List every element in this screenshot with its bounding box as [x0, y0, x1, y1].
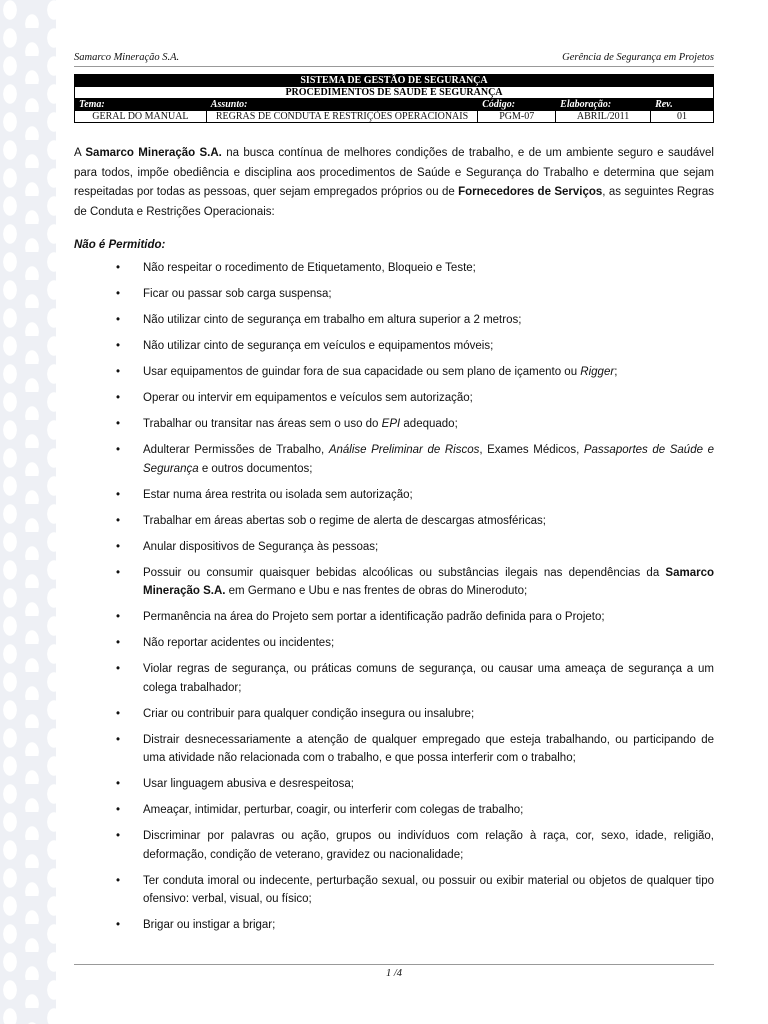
- rule-text: Possuir ou consumir quaisquer bebidas alcoólicas ou substâncias ilegais nas dependências da: [143, 566, 666, 579]
- value-elaboracao: ABRIL/2011: [556, 111, 651, 123]
- bullet-icon: •: [116, 540, 121, 553]
- rule-text: Ficar ou passar sob carga suspensa;: [143, 288, 332, 300]
- list-item: [74, 731, 714, 768]
- label-tema: Tema:: [75, 99, 207, 111]
- label-elaboracao: Elaboração:: [556, 99, 651, 111]
- rule-text: , Exames Médicos,: [479, 444, 584, 456]
- rule-text-italic: Passaportes de Saúde e Segurança: [143, 444, 714, 475]
- rule-text-italic: Análise Preliminar de Riscos: [328, 444, 480, 456]
- rule-text: em Germano e Ubu e nas frentes de obras do Mineroduto;: [225, 585, 528, 597]
- rule-text: Ter conduta imoral ou indecente, perturbação sexual, ou possuir ou exibir material ou objetos de qualquer tipo ofensivo: verbal, visual, ou físico;: [143, 874, 714, 905]
- rules-list: [74, 259, 714, 935]
- document-body: [74, 144, 714, 942]
- rule-text: Trabalhar em áreas abertas sob o regime de alerta de descargas atmosféricas;: [143, 514, 546, 527]
- list-item: [74, 872, 714, 909]
- intro-text-3: , as seguintes Regras de Conduta e Restrições Operacionais:: [74, 186, 715, 218]
- list-item: [74, 634, 714, 653]
- value-tema: GERAL DO MANUAL: [75, 111, 207, 123]
- label-rev: Rev.: [651, 99, 714, 111]
- rule-text: adequado;: [400, 418, 458, 430]
- bullet-icon: •: [116, 804, 121, 816]
- rule-text: Usar equipamentos de guindar fora de sua capacidade ou sem plano de içamento ou: [143, 366, 581, 378]
- rule-text: Permanência na área do Projeto sem portar a identificação padrão definida para o Projeto;: [143, 611, 605, 623]
- table-subtitle: PROCEDIMENTOS DE SAÚDE E SEGURANÇA: [75, 87, 714, 99]
- bullet-icon: •: [116, 637, 121, 649]
- list-item: [74, 705, 714, 724]
- intro-text-1: A: [74, 147, 86, 159]
- list-item: [74, 415, 714, 434]
- bullet-icon: •: [116, 874, 121, 887]
- bullet-icon: •: [116, 611, 121, 623]
- rule-text: Trabalhar ou transitar nas áreas sem o uso do: [143, 418, 382, 430]
- section-title: Não é Permitido:: [74, 239, 166, 251]
- rule-text: e outros documentos;: [198, 462, 313, 475]
- rule-text: Anular dispositivos de Segurança às pessoas;: [143, 540, 379, 553]
- list-item: [74, 363, 714, 382]
- label-codigo: Código:: [478, 99, 556, 111]
- bullet-icon: •: [116, 488, 121, 501]
- intro-company: Samarco Mineração S.A.: [85, 147, 222, 159]
- list-item: [74, 916, 714, 935]
- label-assunto: Assunto:: [206, 99, 477, 111]
- list-item: [74, 441, 714, 478]
- list-item: [74, 337, 714, 356]
- rule-text: Não utilizar cinto de segurança em trabalho em altura superior a 2 metros;: [143, 314, 522, 326]
- bullet-icon: •: [116, 314, 121, 326]
- bullet-icon: •: [116, 418, 121, 430]
- list-item: [74, 660, 714, 697]
- intro-text-2: na busca contínua de melhores condições de trabalho, e de um ambiente seguro e saudável para todos, impõe obediência e disciplina aos procedimentos de Saúde e Segurança do Trabalho e determina que sejam respeitadas por todas as pessoas, quer sejam empregados próprios ou de: [74, 147, 714, 198]
- rule-text: Criar ou contribuir para qualquer condição insegura ou insalubre;: [143, 707, 475, 720]
- list-item: [74, 564, 714, 601]
- bullet-icon: •: [116, 919, 121, 931]
- rule-text: Não reportar acidentes ou incidentes;: [143, 637, 335, 649]
- value-codigo: PGM-07: [478, 111, 556, 123]
- rule-text: Violar regras de segurança, ou práticas comuns de segurança, ou causar uma ameaça de segurança a um colega trabalhador;: [143, 663, 714, 694]
- bullet-icon: •: [116, 733, 121, 746]
- rule-text: Adulterar Permissões de Trabalho,: [143, 444, 329, 456]
- table-title: SISTEMA DE GESTÃO DE SEGURANÇA: [75, 75, 714, 87]
- bullet-icon: •: [116, 262, 121, 274]
- list-item: [74, 775, 714, 794]
- rule-text: Usar linguagem abusiva e desrespeitosa;: [143, 778, 354, 790]
- rule-text: ;: [614, 366, 618, 378]
- bullet-icon: •: [116, 340, 121, 352]
- bullet-icon: •: [116, 707, 121, 720]
- bullet-icon: •: [116, 366, 121, 378]
- document-info-table: [74, 74, 714, 123]
- header-department: Gerência de Segurança em Projetos: [562, 52, 714, 63]
- list-item: [74, 259, 714, 278]
- intro-paragraph: [74, 144, 714, 222]
- bullet-icon: •: [116, 566, 121, 579]
- page-number: 1 /4: [385, 968, 403, 979]
- page-footer: [74, 964, 714, 979]
- list-item: [74, 512, 714, 531]
- value-assunto: REGRAS DE CONDUTA E RESTRIÇÕES OPERACIONAIS: [206, 111, 477, 123]
- list-item: [74, 801, 714, 820]
- list-item: [74, 389, 714, 408]
- rule-text-bold: Samarco Mineração S.A.: [143, 566, 714, 597]
- bullet-icon: •: [116, 830, 121, 842]
- rule-text: Estar numa área restrita ou isolada sem autorização;: [143, 488, 413, 501]
- rule-text: Discriminar por palavras ou ação, grupos ou indivíduos com relação à raça, cor, sexo, idade, religião, deformação, condição de veterano, gravidez ou nacionalidade;: [143, 830, 714, 861]
- list-item: [74, 538, 714, 557]
- intro-suppliers: Fornecedores de Serviços: [458, 186, 603, 198]
- bullet-icon: •: [116, 778, 121, 790]
- bullet-icon: •: [116, 392, 121, 404]
- rule-text: Não respeitar o rocedimento de Etiquetamento, Bloqueio e Teste;: [143, 262, 476, 274]
- bullet-icon: •: [116, 514, 121, 527]
- bullet-icon: •: [116, 444, 121, 456]
- rule-text: Não utilizar cinto de segurança em veículos e equipamentos móveis;: [143, 340, 494, 352]
- bullet-icon: •: [116, 663, 121, 675]
- rule-text: Operar ou intervir em equipamentos e veículos sem autorização;: [143, 392, 473, 404]
- page-header: [74, 52, 714, 67]
- rule-text: Brigar ou instigar a brigar;: [143, 919, 276, 931]
- list-item: [74, 827, 714, 864]
- value-rev: 01: [651, 111, 714, 123]
- list-item: [74, 608, 714, 627]
- rule-text-italic: EPI: [381, 418, 401, 430]
- rule-text: Ameaçar, intimidar, perturbar, coagir, ou interferir com colegas de trabalho;: [143, 804, 524, 816]
- list-item: [74, 311, 714, 330]
- rule-text-italic: Rigger: [580, 366, 615, 378]
- list-item: [74, 285, 714, 304]
- header-company: Samarco Mineração S.A.: [74, 52, 180, 63]
- rule-text: Distrair desnecessariamente a atenção de qualquer empregado que esteja trabalhando, ou participando de uma atividade não relacionada com o trabalho, e que possa interferir com o trabalho;: [143, 733, 714, 764]
- bullet-icon: •: [116, 288, 121, 300]
- side-decorative-pattern: [0, 0, 56, 1024]
- list-item: [74, 486, 714, 505]
